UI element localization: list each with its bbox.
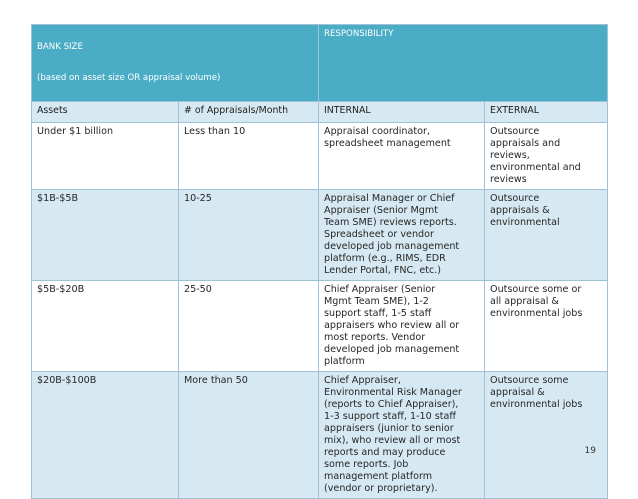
external-cell: Outsource appraisals and reviews, environmental and reviews — [485, 123, 608, 190]
table-row — [32, 123, 608, 190]
internal-cell: Chief Appraiser, Environmental Risk Manager (reports to Chief Appraiser), 1-3 support staff, 1-10 staff appraisers (junior to senior mix), who review all or most reports and may produce some reports. Job management platform (vendor or proprietary). — [319, 372, 485, 499]
external-cell: Outsource some appraisal & environmental jobs — [485, 372, 608, 499]
internal-cell: Chief Appraiser (Senior Mgmt Team SME), 1-2 support staff, 1-5 staff appraisers who review all or most reports. Vendor developed job management platform — [319, 281, 485, 372]
assets-cell: $1B-$5B — [32, 190, 179, 281]
assets-cell: $20B-$100B — [32, 372, 179, 499]
table-row — [32, 372, 608, 499]
external-cell: Outsource some or all appraisal & environmental jobs — [485, 281, 608, 372]
appraisals-cell: Less than 10 — [179, 123, 319, 190]
internal-cell: Appraisal coordinator, spreadsheet management — [319, 123, 485, 190]
column-header-assets: Assets — [32, 102, 179, 123]
internal-cell: Appraisal Manager or Chief Appraiser (Senior Mgmt Team SME) reviews reports. Spreadsheet or vendor developed job management platform (e.g., RIMS, EDR Lender Portal, FNC, etc.) — [319, 190, 485, 281]
assets-cell: Under $1 billion — [32, 123, 179, 190]
responsibility-header: RESPONSIBILITY — [319, 25, 608, 102]
external-cell: Outsource appraisals & environmental — [485, 190, 608, 281]
column-header-appraisals: # of Appraisals/Month — [179, 102, 319, 123]
bank-size-subtitle: (based on asset size OR appraisal volume) — [37, 73, 221, 83]
bank-size-title: BANK SIZE — [37, 42, 83, 52]
table-row — [32, 190, 608, 281]
appraisals-cell: 25-50 — [179, 281, 319, 372]
table-header-columns — [32, 102, 608, 123]
bank-size-header — [32, 25, 319, 102]
assets-cell: $5B-$20B — [32, 281, 179, 372]
appraisals-cell: 10-25 — [179, 190, 319, 281]
page-number: 19 — [584, 446, 596, 456]
appraisals-cell: More than 50 — [179, 372, 319, 499]
column-header-external: EXTERNAL — [485, 102, 608, 123]
table-row — [32, 281, 608, 372]
table-header-top — [32, 25, 608, 102]
bank-responsibility-table — [31, 24, 608, 499]
column-header-internal: INTERNAL — [319, 102, 485, 123]
